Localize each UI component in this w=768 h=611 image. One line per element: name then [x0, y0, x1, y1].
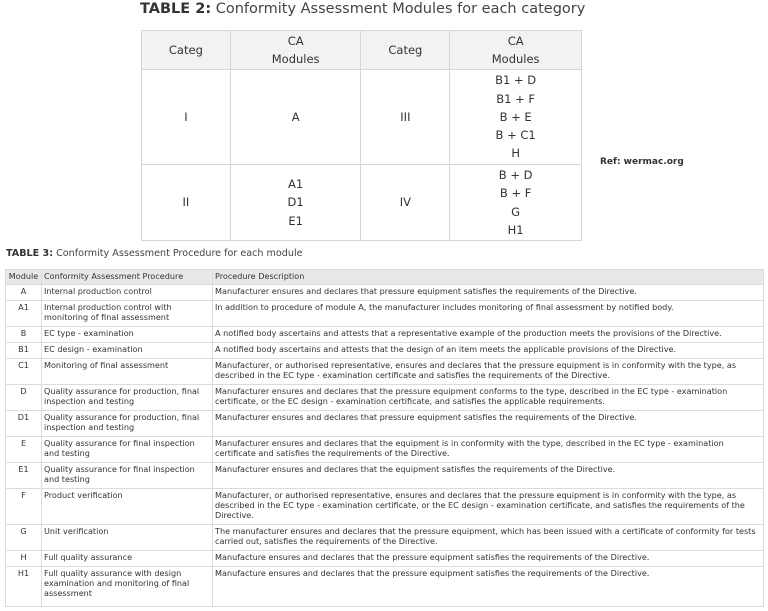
module-entry: B1 + F	[496, 91, 536, 106]
procedure-cell: Full quality assurance	[42, 551, 213, 567]
description-cell: In addition to procedure of module A, the manufacturer includes monitoring of final assessment by notified body.	[213, 301, 764, 327]
table3-body	[6, 285, 764, 607]
procedure-cell: Internal production control with monitoring of final assessment	[42, 301, 213, 327]
module-entry: B1 + D	[495, 73, 537, 88]
category-cell: III	[361, 70, 450, 165]
table-row	[6, 301, 764, 327]
module-entry: A1	[288, 177, 304, 192]
description-cell: Manufacturer, or authorised representative, ensures and declares that the pressure equipment is in conformity with the type, as described in the EC type - examination certificate, or the EC design - examination certificate, and satisfies the requirements of the Directive.	[213, 489, 764, 525]
procedure-cell: EC type - examination	[42, 327, 213, 343]
module-cell: F	[6, 489, 42, 525]
module-cell: B	[6, 327, 42, 343]
table2-row	[142, 165, 582, 241]
description-cell: Manufacture ensures and declares that the pressure equipment satisfies the requirements of the Directive.	[213, 567, 764, 607]
module-entry: G	[511, 204, 521, 219]
table3-header-description: Procedure Description	[213, 270, 764, 285]
description-cell: Manufacturer ensures and declares that the equipment satisfies the requirements of the Directive.	[213, 463, 764, 489]
table3-title	[6, 248, 303, 259]
table2-header-modules	[450, 31, 582, 70]
category-cell: II	[142, 165, 231, 241]
category-cell: I	[142, 70, 231, 165]
table-row	[6, 285, 764, 301]
table-row	[6, 489, 764, 525]
module-entry: H1	[507, 222, 524, 237]
table3-title-text: Conformity Assessment Procedure for each module	[53, 248, 303, 259]
procedure-cell: Monitoring of final assessment	[42, 359, 213, 385]
module-entry: B + D	[498, 167, 533, 182]
category-cell: IV	[361, 165, 450, 241]
table-row	[6, 437, 764, 463]
header-modules-text: Modules	[271, 52, 320, 66]
description-cell: The manufacturer ensures and declares that the pressure equipment, which has been issued with a certificate of conformity for tests carried out, satisfies the requirements of the Directive.	[213, 525, 764, 551]
procedure-cell: Quality assurance for final inspection and testing	[42, 463, 213, 489]
procedure-cell: Internal production control	[42, 285, 213, 301]
module-entry: A	[291, 109, 300, 124]
module-cell: C1	[6, 359, 42, 385]
table2-header-categ: Categ	[142, 31, 231, 70]
table-row	[6, 343, 764, 359]
table-row	[6, 525, 764, 551]
description-cell: Manufacturer ensures and declares that the pressure equipment conforms to the type, described in the EC type - examination certificate, or the EC design - examination certificate, and satisfies the applicable requirements.	[213, 385, 764, 411]
modules-cell	[450, 70, 582, 165]
table2-row	[142, 70, 582, 165]
module-cell: G	[6, 525, 42, 551]
procedure-cell: Quality assurance for final inspection and testing	[42, 437, 213, 463]
procedure-cell: Unit verification	[42, 525, 213, 551]
module-cell: B1	[6, 343, 42, 359]
module-cell: D	[6, 385, 42, 411]
table-row	[6, 463, 764, 489]
module-cell: A	[6, 285, 42, 301]
module-entry: B + C1	[495, 128, 536, 143]
table-row	[6, 411, 764, 437]
module-entry: H	[511, 146, 520, 161]
table2	[141, 30, 582, 241]
table2-title-text: Conformity Assessment Modules for each category	[211, 1, 586, 17]
description-cell: A notified body ascertains and attests that the design of an item meets the applicable provisions of the Directive.	[213, 343, 764, 359]
table3	[5, 269, 764, 607]
modules-cell	[230, 70, 361, 165]
procedure-cell: Quality assurance for production, final inspection and testing	[42, 385, 213, 411]
table3-header-module: Module	[6, 270, 42, 285]
table2-header-row	[142, 31, 582, 70]
module-cell: H	[6, 551, 42, 567]
table-row	[6, 551, 764, 567]
table3-title-label: TABLE 3:	[6, 248, 54, 259]
table-row	[6, 385, 764, 411]
procedure-cell: Full quality assurance with design examination and monitoring of final assessment	[42, 567, 213, 607]
modules-cell	[230, 165, 361, 241]
table-row	[6, 359, 764, 385]
description-cell: A notified body ascertains and attests that a representative example of the production meets the provisions of the Directive.	[213, 327, 764, 343]
module-entry: B + F	[499, 186, 532, 201]
table2-header-categ: Categ	[361, 31, 450, 70]
description-cell: Manufacturer ensures and declares that pressure equipment satisfies the requirements of the Directive.	[213, 411, 764, 437]
header-modules-text: Modules	[491, 52, 540, 66]
header-ca-text: CA	[287, 34, 304, 48]
module-entry: B + E	[499, 109, 532, 124]
description-cell: Manufacturer ensures and declares that pressure equipment satisfies the requirements of the Directive.	[213, 285, 764, 301]
modules-cell	[450, 165, 582, 241]
procedure-cell: EC design - examination	[42, 343, 213, 359]
table-row	[6, 567, 764, 607]
module-cell: E	[6, 437, 42, 463]
module-cell: D1	[6, 411, 42, 437]
module-entry: D1	[287, 195, 304, 210]
module-cell: H1	[6, 567, 42, 607]
procedure-cell: Quality assurance for production, final inspection and testing	[42, 411, 213, 437]
table2-title	[140, 1, 585, 17]
reference-note: Ref: wermac.org	[600, 157, 684, 167]
table2-header-modules	[230, 31, 361, 70]
module-cell: E1	[6, 463, 42, 489]
description-cell: Manufacturer ensures and declares that the equipment is in conformity with the type, described in the EC type - examination certificate and satisfies the requirements of the Directive.	[213, 437, 764, 463]
description-cell: Manufacture ensures and declares that the pressure equipment satisfies the requirements of the Directive.	[213, 551, 764, 567]
table-row	[6, 327, 764, 343]
table3-header-row	[6, 270, 764, 285]
table3-header-procedure: Conformity Assessment Procedure	[42, 270, 213, 285]
procedure-cell: Product verification	[42, 489, 213, 525]
table2-title-label: TABLE 2:	[140, 1, 212, 17]
module-entry: E1	[288, 213, 303, 228]
description-cell: Manufacturer, or authorised representative, ensures and declares that the pressure equipment is in conformity with the type, as described in the EC type - examination certificate and satisfies the requirements of the Directive.	[213, 359, 764, 385]
module-cell: A1	[6, 301, 42, 327]
header-ca-text: CA	[507, 34, 524, 48]
